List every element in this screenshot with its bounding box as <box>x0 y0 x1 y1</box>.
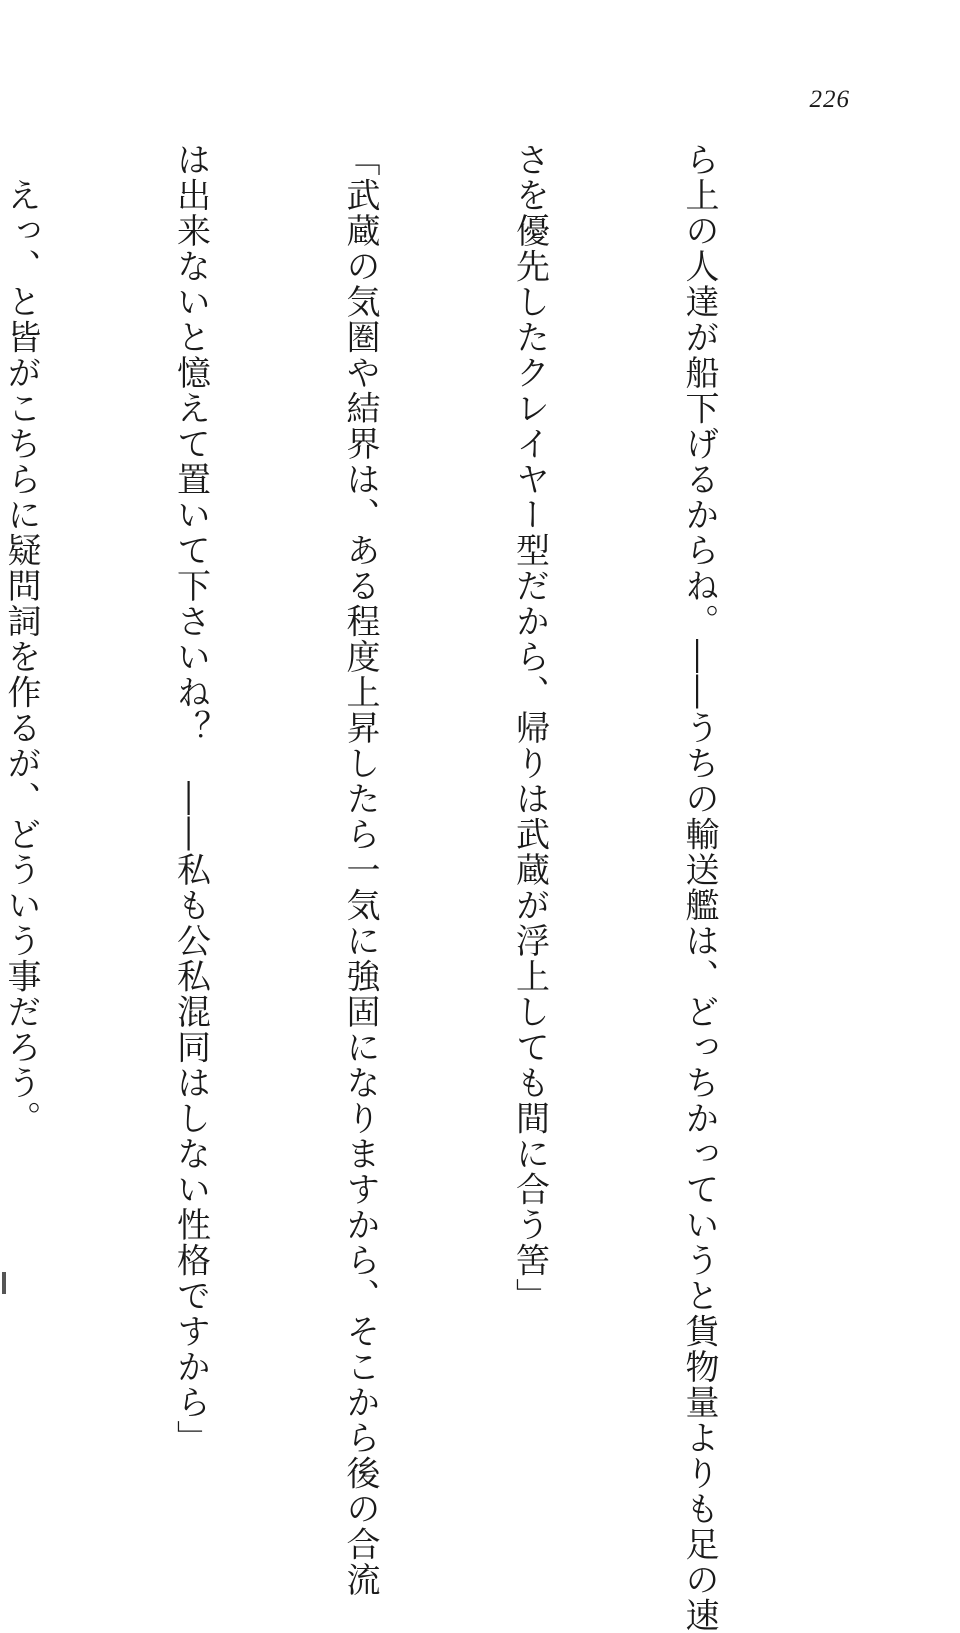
text-line: さを優先したクレイヤー型だから、帰りは武蔵が浮上しても間に合う筈」 <box>509 142 550 1314</box>
text-line: は出来ないと憶えて置いて下さいね？ ――私も公私混同はしない性格ですから」 <box>170 142 211 1456</box>
text-line: ら上の人達が船下げるからね。――うちの輸送艦は、どっちかっていうと貨物量よりも足の速 <box>679 142 719 1633</box>
text-line: えっ、と皆がこちらに疑問詞を作るが、どういう事だろう。 <box>1 142 41 1136</box>
text-line: 「武蔵の気圏や結界は、ある程度上昇したら一気に強固になりますから、そこから後の合流 <box>340 142 380 1598</box>
body-text <box>1 142 840 1633</box>
page-number: 226 <box>809 86 850 113</box>
scan-edge-mark <box>2 1272 6 1294</box>
